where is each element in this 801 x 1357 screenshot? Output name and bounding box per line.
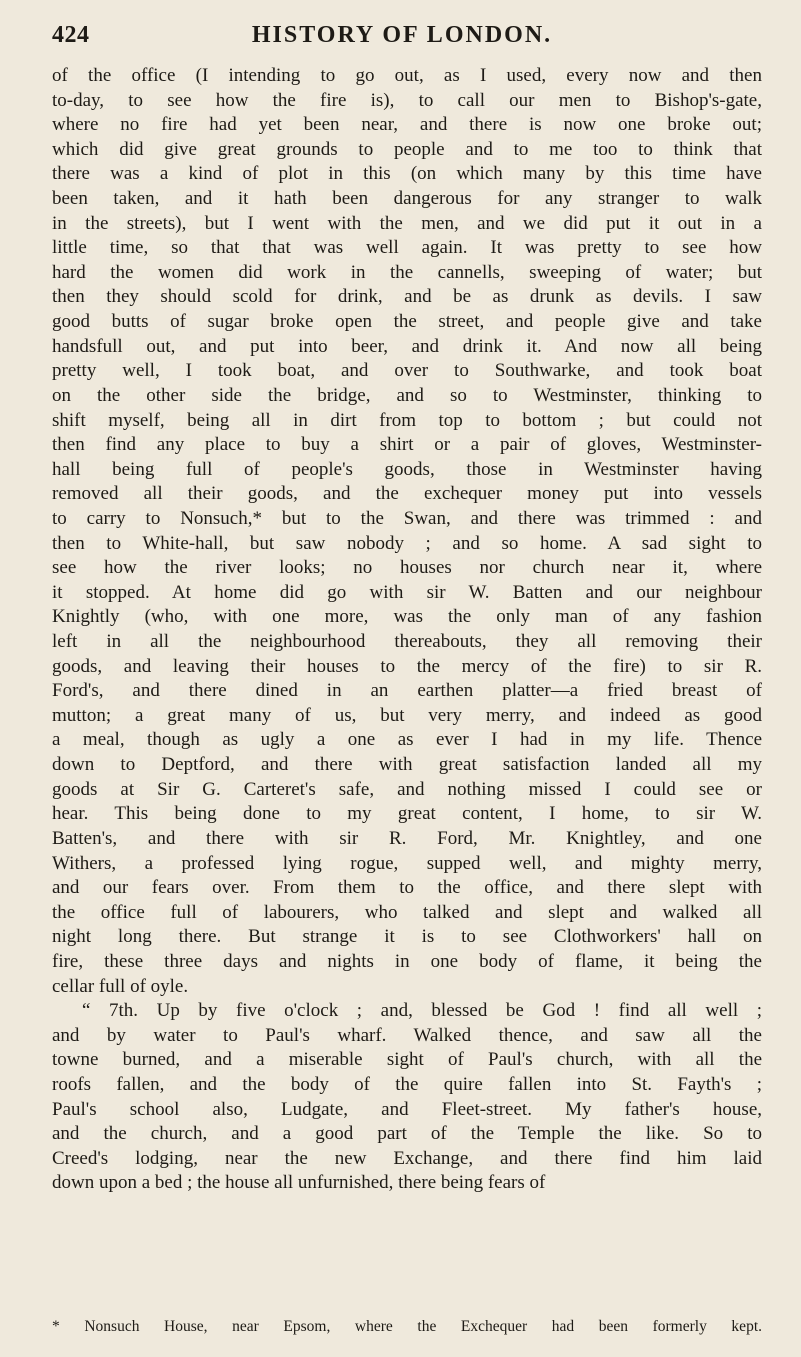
text-line: night long there. But strange it is to see Clothworkers' hall on (52, 926, 762, 948)
text-line: pretty well, I took boat, and over to Southwarke, and took boat (52, 360, 762, 382)
text-line: Creed's lodging, near the new Exchange, and there find him laid (52, 1147, 762, 1169)
text-line: been taken, and it hath been dangerous for any stranger to walk (52, 188, 762, 210)
running-title: HISTORY OF LONDON. (251, 22, 553, 48)
text-line: shift myself, being all in dirt from top to bottom ; but could not (52, 409, 762, 431)
text-line: which did give great grounds to people and to me too to think that (52, 138, 762, 160)
text-line: it stopped. At home did go with sir W. Batten and our neighbour (52, 581, 762, 603)
text-line: there was a kind of plot in this (on which many by this time have (52, 163, 762, 185)
text-line: fire, these three days and nights in one body of flame, it being the (52, 950, 762, 972)
text-line: and by water to Paul's wharf. Walked thence, and saw all the (52, 1024, 762, 1046)
text-line: good butts of sugar broke open the street, and people give and take (52, 311, 762, 333)
text-line: removed all their goods, and the exchequer money put into vessels (52, 483, 762, 505)
text-line: of the office (I intending to go out, as I used, every now and then (52, 65, 762, 86)
text-line: then find any place to buy a shirt or a pair of gloves, Westminster- (52, 434, 762, 456)
text-line: then they should scold for drink, and be as drunk as devils. I saw (52, 286, 762, 308)
text-line: roofs fallen, and the body of the quire fallen into St. Fayth's ; (52, 1073, 762, 1095)
text-line: Withers, a professed lying rogue, supped well, and mighty merry, (52, 852, 762, 874)
text-line: cellar full of oyle. (52, 975, 189, 997)
text-line: Ford's, and there dined in an earthen platter—a fried breast of (52, 680, 762, 702)
text-line: down upon a bed ; the house all unfurnished, there being fears of (52, 1172, 546, 1194)
text-line: in the streets), but I went with the men, and we did put it out in a (52, 212, 762, 234)
text-line: Knightly (who, with one more, was the only man of any fashion (52, 606, 762, 628)
text-line: handsfull out, and put into beer, and drink it. And now all being (52, 335, 762, 357)
text-line: and our fears over. From them to the office, and there slept with (52, 877, 762, 899)
text-line: “ 7th. Up by five o'clock ; and, blessed be God ! find all well ; (82, 1000, 762, 1022)
text-line: on the other side the bridge, and so to Westminster, thinking to (52, 384, 762, 406)
text-line: towne burned, and a miserable sight of Paul's church, with all the (52, 1049, 762, 1071)
text-line: down to Deptford, and there with great satisfaction landed all my (52, 754, 762, 776)
text-line: hard the women did work in the cannells, sweeping of water; but (52, 261, 762, 283)
text-line: to carry to Nonsuch,* but to the Swan, and there was trimmed : and (52, 507, 762, 529)
text-line: goods at Sir G. Carteret's safe, and nothing missed I could see or (52, 778, 762, 800)
footnote: * Nonsuch House, near Epsom, where the Exchequer had been formerly kept. (52, 1318, 762, 1335)
text-line: and the church, and a good part of the Temple the like. So to (52, 1123, 762, 1145)
text-line: then to White-hall, but saw nobody ; and so home. A sad sight to (52, 532, 762, 554)
text-line: see how the river looks; no houses nor church near it, where (52, 557, 762, 579)
text-line: mutton; a great many of us, but very merry, and indeed as good (52, 704, 762, 726)
text-line: Batten's, and there with sir R. Ford, Mr. Knightley, and one (52, 827, 762, 849)
text-line: to-day, to see how the fire is), to call our men to Bishop's-gate, (52, 89, 762, 111)
text-line: Paul's school also, Ludgate, and Fleet-street. My father's house, (52, 1098, 762, 1120)
page-header (52, 22, 752, 52)
page-number: 424 (52, 22, 90, 48)
text-line: hear. This being done to my great content, I home, to sir W. (52, 803, 762, 825)
text-line: the office full of labourers, who talked and slept and walked all (52, 901, 762, 923)
text-line: a meal, though as ugly a one as ever I had in my life. Thence (52, 729, 762, 751)
text-line: where no fire had yet been near, and there is now one broke out; (52, 114, 762, 136)
text-line: little time, so that that was well again. It was pretty to see how (52, 237, 762, 259)
body-text (52, 64, 762, 1196)
text-line: goods, and leaving their houses to the mercy of the fire) to sir R. (52, 655, 762, 677)
text-line: hall being full of people's goods, those in Westminster having (52, 458, 762, 480)
text-line: left in all the neighbourhood thereabouts, they all removing their (52, 631, 762, 653)
